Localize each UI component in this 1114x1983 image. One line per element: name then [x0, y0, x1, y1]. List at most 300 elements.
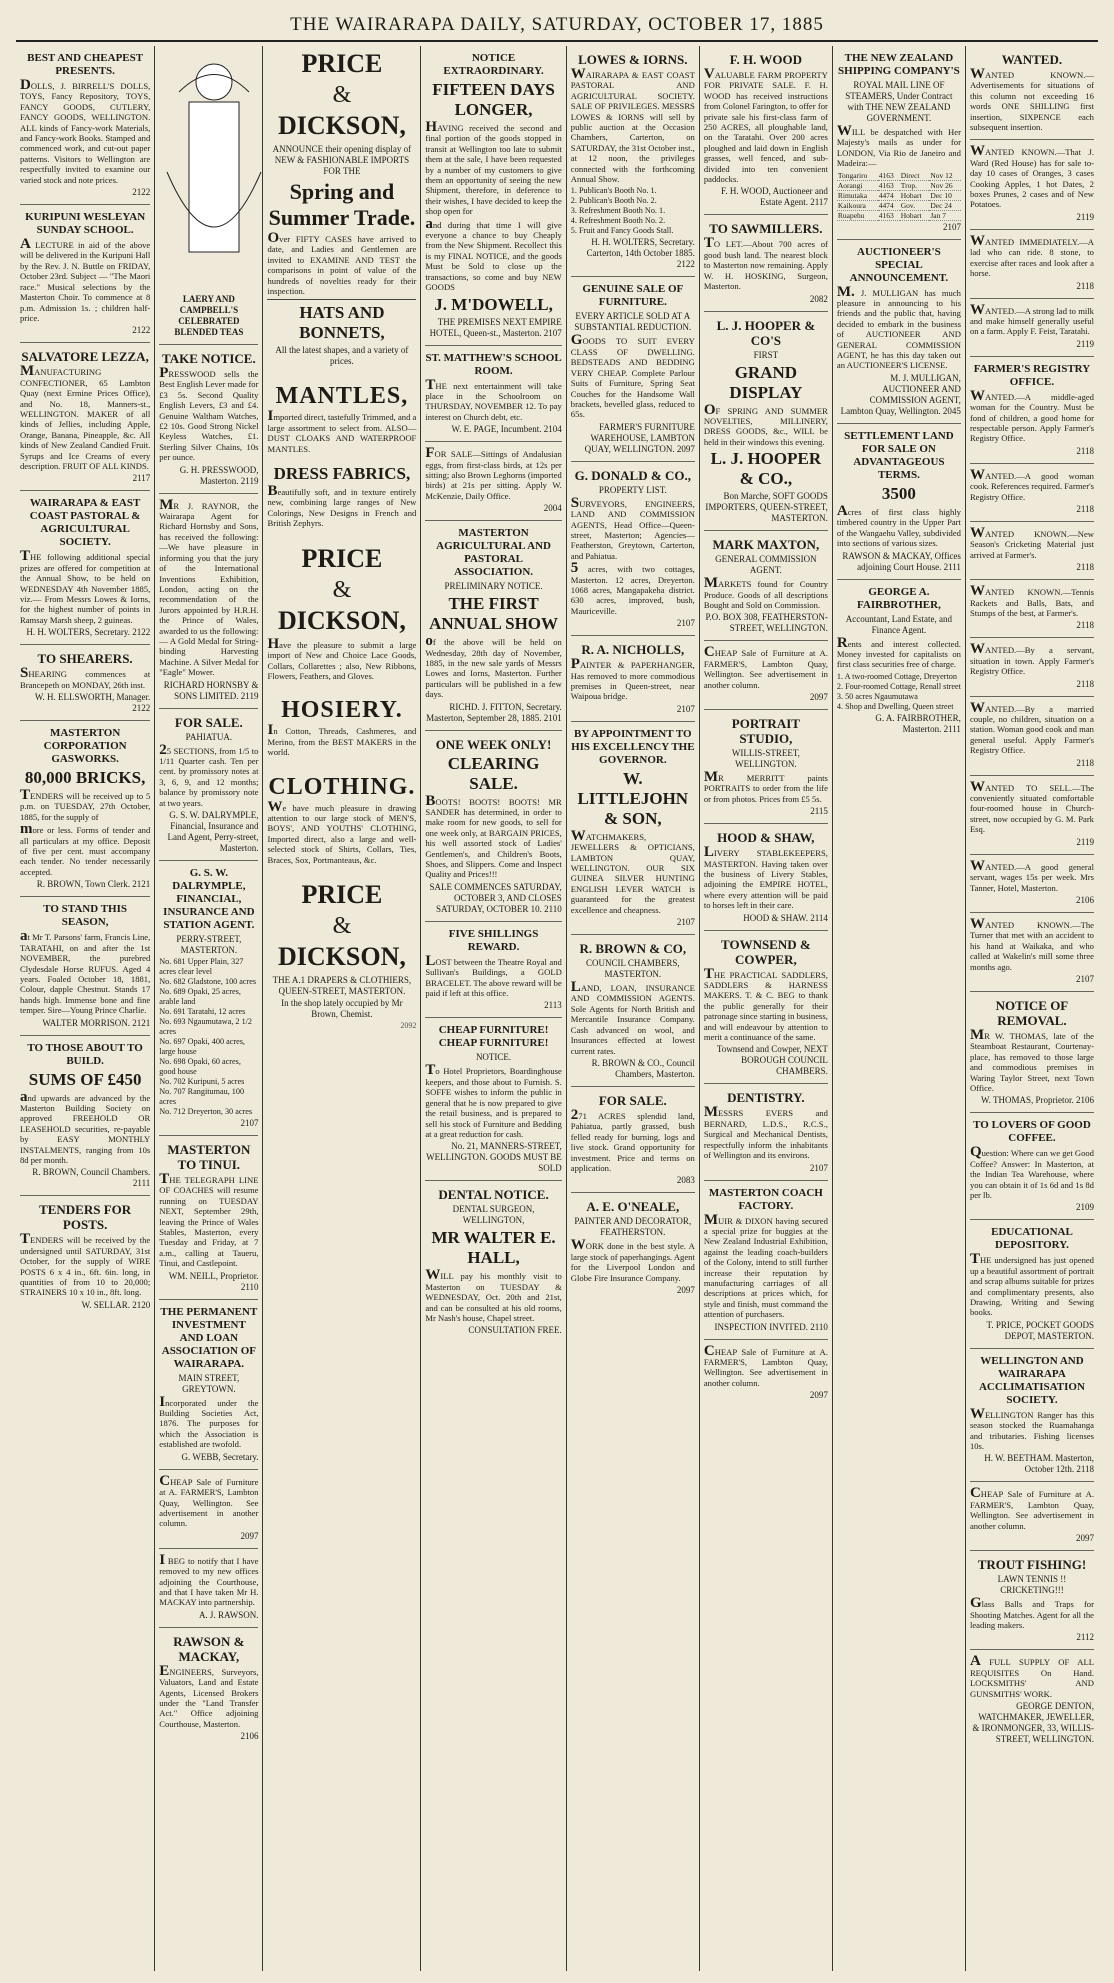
table-cell: Ruapehu	[837, 210, 878, 220]
advert	[970, 464, 1094, 522]
table-cell: Aorangi	[837, 180, 878, 190]
table-cell: Hobart	[900, 190, 930, 200]
table-cell: 4163	[878, 210, 900, 220]
advert-display-text: SUMS OF £450	[28, 1069, 142, 1089]
list-item: 1. A two-roomed Cottage, Dreyerton	[836, 671, 957, 681]
advert-body: SURVEYORS, ENGINEERS, LAND AND COMMISSION AGENTS, Head Office—Queen-street, Masterton; Agencies—Featherston, Greytown, Carterton, and Pahiatua.	[570, 494, 695, 561]
advert-body: THE TELEGRAPH LINE OF COACHES will resume running on TUESDAY NEXT, September 29th, leaving the Prince of Wales Stables, Masterton, every Tuesday and Friday, at 7 a.m., calling at Taueru, Tinui, and Castlepoint.	[159, 1171, 259, 1269]
list-item: No. 689 Opaki, 25 acres, arable land	[159, 987, 241, 1006]
advert	[571, 935, 695, 1087]
advert-body: LOST between the Theatre Royal and Sullivan's Buildings, a GOLD BRACELET. The above reward will be paid if left at this office.	[425, 952, 562, 999]
advert	[20, 645, 150, 721]
advert-heading: WAIRARAPA & EAST COAST PASTORAL & AGRICULTURAL SOCIETY.	[29, 497, 141, 549]
list-item: No. 697 Opaki, 400 acres, large house	[159, 1037, 245, 1056]
table-row	[837, 171, 961, 181]
advert-signature: No. 21, MANNERS-STREET, WELLINGTON. GOODS MUST BE SOLD	[426, 1141, 562, 1174]
advert	[20, 1036, 150, 1197]
advert-body: WELLINGTON Ranger has this season stocked the Ruamahanga and tributaries. Fishing licenses 10s.	[969, 1405, 1094, 1452]
advert	[970, 697, 1094, 776]
advert-subheading: MAIN STREET, GREYTOWN.	[178, 1372, 240, 1394]
advert-signature: 2118	[1076, 757, 1094, 768]
advert	[571, 1193, 695, 1302]
advert-signature: 2122	[132, 187, 151, 198]
advert	[159, 46, 258, 345]
list-item: 4. Refreshment Booth No. 2.	[570, 216, 666, 226]
advert-signature: H. W. BEETHAM. Masterton, October 12th. 2118	[984, 1453, 1094, 1475]
table-row	[837, 180, 961, 190]
advert	[837, 424, 961, 580]
table-cell: 4163	[878, 180, 900, 190]
divider	[267, 299, 416, 300]
advert-signature: M. J. MULLIGAN, AUCTIONEER AND COMMISSION AGENT, Lambton Quay, Wellington. 2045	[840, 372, 961, 416]
advert	[159, 861, 258, 1136]
advert	[159, 1300, 258, 1470]
advert-heading: GEORGE A. FAIRBROTHER,	[856, 585, 941, 611]
list-item: No. 702 Kuripuni, 5 acres	[159, 1077, 245, 1086]
advert	[425, 346, 561, 443]
advert-display-text: THE FIRST ANNUAL SHOW	[429, 594, 559, 634]
column-3-price-dickson	[263, 46, 421, 1971]
list-item: No. 691 Taratahi, 12 acres	[159, 1007, 246, 1016]
advert-body: WANTED.—By a servant, situation in town. Apply Farmer's Registry Office.	[969, 641, 1094, 677]
advert-body: WANTED.—A strong lad to milk and make himself generally useful on a farm. Apply F. Feist, Taratahi.	[969, 301, 1094, 337]
advert-signature: 2109	[1075, 1202, 1094, 1213]
list-item: 1. Publican's Booth No. 1.	[570, 186, 657, 196]
advert-signature: 2118	[1076, 620, 1094, 631]
advert-body: TO LET.—About 700 acres of good bush land. The nearest block to Masterton now remaining. Apply W. H. HOSKING, Surgeon, Masterton.	[703, 235, 828, 292]
advert-heading: AUCTIONEER'S SPECIAL ANNOUNCEMENT.	[849, 245, 949, 284]
advert	[704, 1181, 828, 1340]
advert-signature: W. E. PAGE, Incumbent. 2104	[451, 424, 562, 435]
hosiery-text: In Cotton, Threads, Cashmeres, and Merino, from the BEST MAKERS in the world.	[267, 722, 417, 758]
advert-heading: FIVE SHILLINGS REWARD.	[448, 927, 539, 953]
advert-signature: 2106	[240, 1731, 259, 1742]
intro-text: ANNOUNCE their opening display of NEW & FASHIONABLE IMPORTS FOR THE	[272, 144, 412, 176]
advert-signature: 2118	[1076, 445, 1094, 456]
table-row	[837, 210, 961, 220]
table-row	[837, 200, 961, 210]
advert-signature: 2112	[1076, 1632, 1094, 1643]
advert	[837, 580, 961, 741]
advert-body: CHEAP Sale of Furniture at A. FARMER'S, Lambton Quay, Wellington. See advertisement in another column.	[969, 1485, 1094, 1531]
advert-heading: FOR SALE.	[598, 1092, 667, 1108]
advert	[159, 345, 258, 494]
hats-heading: HATS AND BONNETS,	[299, 303, 385, 343]
advert-heading: BEST AND CHEAPEST PRESENTS.	[27, 52, 144, 77]
advert	[704, 312, 828, 532]
list-item: No. 712 Dreyerton, 30 acres	[159, 1107, 253, 1116]
advert-body: WORK done in the best style. A large stock of paperhangings. Agent for the Liverpool London and Globe Fire Insurance Company.	[570, 1237, 695, 1283]
column-6	[700, 46, 833, 1971]
advert	[970, 1650, 1094, 1751]
advert-signature: 2115	[810, 806, 828, 817]
advert-signature: R. BROWN & CO., Council Chambers, Masterton.	[591, 1057, 695, 1079]
advert-signature: 2118	[1076, 562, 1094, 573]
advert-heading: WELLINGTON AND WAIRARAPA ACCLIMATISATION SOCIETY.	[978, 1354, 1085, 1406]
advert-body: FOR SALE—Sittings of Andalusian eggs, from first-class birds, at 12s per sitting; also Brown Leghorns (imported birds) at 21s per sitting. Apply W. McKenzie, Daily Office.	[425, 445, 562, 501]
advert	[20, 491, 150, 645]
advert-body: BOOTS! BOOTS! BOOTS! MR SANDER has determined, in order to make room for new goods, to sell for one week only, at BARGAIN PRICES, his well assorted stock of Ladies' Gentlemen's, and Children's Boots, Shoes, and Slippers. Come and Inspect Quality and Prices!!!	[425, 792, 562, 880]
advert-heading: FOR SALE.	[174, 714, 243, 730]
advert-heading: BY APPOINTMENT TO HIS EXCELLENCY THE GOVERNOR.	[571, 727, 695, 766]
advert-body: WANTED.—A good general servant, wages 15s per week. Mrs Tanner, Hotel, Masterton.	[969, 857, 1094, 893]
advert-body: WILL pay his monthly visit to Masterton on TUESDAY & WEDNESDAY, Oct. 20th and 21st, and can be consulted at his old rooms, Mr Nash's house, Chapel street.	[425, 1267, 562, 1323]
advert-heading: TAKE NOTICE.	[162, 351, 256, 366]
advert	[704, 641, 828, 710]
dickson-heading: DICKSON,	[277, 111, 406, 140]
table-cell: 4474	[878, 200, 900, 210]
advert-body: WANTED KNOWN.—Tennis Rackets and Balls, Bats, and Stumps of the best, at Farmer's.	[969, 583, 1094, 618]
advert	[704, 1340, 828, 1408]
advert	[425, 46, 561, 346]
advert-heading: MARK MAXTON,	[712, 537, 820, 553]
advert-subheading: PAINTER AND DECORATOR, FEATHERSTON.	[574, 1216, 692, 1238]
advert-heading: FARMER'S REGISTRY OFFICE.	[973, 362, 1091, 388]
advert-display-text: W. LITTLEJOHN & SON,	[577, 768, 689, 828]
advert-body: WANTED KNOWN.—New Season's Cricketing Material just arrived at Farmer's.	[969, 524, 1094, 560]
table-cell: Nov 12	[929, 171, 961, 181]
ampersand-3: &	[332, 912, 352, 939]
advert-body: WATCHMAKERS, JEWELLERS & OPTICIANS, LAMBTON QUAY, WELLINGTON. OUR SIX GUINEA SILVER HUNTING ENGLISH LEVER WATCH is guaranteed for the greatest excellence and cheapness.	[570, 827, 695, 915]
advert-signature: 2082	[809, 293, 828, 304]
advert-body: and upwards are advanced by the Masterton Building Society on approved FREEHOLD OR LEASEHOLD securities, re-payable by EASY MONTHLY INSTALMENTS, ranging from 10s 8d per month.	[20, 1088, 151, 1165]
advert-body: CHEAP Sale of Furniture at A. FARMER'S, Lambton Quay, Wellington. See advertisement in another column.	[703, 644, 828, 690]
advert-body: THE following additional special prizes are offered for competition at the Annual Show, to be held on WEDNESDAY 4th November 1885, viz.— From Messrs Lowes & Iorns, for the highest number of points in Ramsay Marsh sheep, 2 guineas.	[20, 548, 151, 625]
advert-body: ENGINEERS, Surveyors, Valuators, Land and Estate Agents, Licensed Brokers under the "Land Transfer Act." Office adjoining Courthouse, Masterton.	[159, 1662, 259, 1729]
footer-text-2: In the shop lately occupied by Mr Brown, Chemist.	[281, 997, 403, 1019]
column-1	[16, 46, 155, 1971]
advert-subheading: FIRST	[753, 349, 779, 360]
advert	[425, 731, 561, 922]
advert-body: PAINTER & PAPERHANGER, Has removed to more commodious premises in Queen-street, near Waipoua bridge.	[570, 656, 695, 702]
advert-signature: W. H. ELLSWORTH, Manager. 2122	[34, 692, 151, 714]
mantles-text: Imported direct, tastefully Trimmed, and a large assortment to select from. ALSO— DUST CLOAKS AND WATERPROOF MANTLES.	[267, 408, 417, 454]
table-cell: Hobart	[900, 210, 930, 220]
advert-body: WANTED KNOWN.—That J. Ward (Red House) has for sale to-day 10 cases of Oranges, 3 cases Cooking Apples, 1 hot Dates, 2 boxes Prunes, 2 cases and of New Potatoes.	[969, 143, 1094, 210]
advert-heading: MASTERTON COACH FACTORY.	[708, 1186, 823, 1212]
list-item: No. 681 Upper Plain, 327 acres clear level	[159, 957, 244, 976]
advert-signature: A. J. RAWSON.	[198, 1609, 259, 1620]
advert-signature: 2118	[1076, 678, 1094, 689]
table-cell: Dec 10	[929, 190, 961, 200]
advert	[20, 1196, 150, 1316]
advert-body: MUIR & DIXON having secured a special prize for buggies at the New Zealand Industrial Exhibition, against the leading coach-builders of the Colony, intend to still further increase their reputation by manufacturing carriages of all descriptions at prices which, for style and finish, must command the attention of purchasers.	[703, 1211, 828, 1320]
advert-heading: R. BROWN & CO,	[579, 941, 687, 957]
advert-body-2: more or less. Forms of tender and all particulars at my office. Deposit of five per cent. must accompany each tender. No tender necessarily accepted.	[20, 821, 151, 877]
list-item: 3. Refreshment Booth No. 1.	[570, 206, 666, 216]
advert-display-text: MR WALTER E. HALL,	[431, 1228, 556, 1268]
spring-heading: Spring and Summer Trade.	[268, 179, 416, 230]
table-cell: Tongariro	[837, 171, 878, 181]
advertiser-name: J. M'DOWELL,	[434, 294, 553, 314]
advert	[970, 992, 1094, 1113]
advert-subheading: COUNCIL CHAMBERS, MASTERTON.	[585, 958, 680, 980]
advert-body: THE PRACTICAL SADDLERS, SADDLERS & HARNESS MAKERS. T. & C. BEG to thank the public generally for their patronage since starting in business, and will endeavour by attention to merit a continuance of the same.	[703, 965, 828, 1043]
advert-heading: MASTERTON TO TINUI.	[167, 1142, 251, 1172]
advert-signature: 2107	[809, 1162, 828, 1173]
advert-body: TENDERS will be received up to 5 p.m. on TUESDAY, 27th October, 1885, for the supply of	[20, 787, 151, 822]
advert-heading: EDUCATIONAL DEPOSITORY.	[991, 1226, 1073, 1252]
mantles-heading: MANTLES,	[275, 383, 409, 410]
advert-signature: G. WEBB, Secretary.	[181, 1451, 259, 1462]
list-item: No. 682 Gladstone, 100 acres	[159, 977, 257, 986]
tea-advert-illustration	[159, 52, 263, 292]
advert-body: DOLLS, J. BIRRELL'S DOLLS, TOYS, Fancy Repository, TOYS, FANCY GOODS, CUTLERY, FANCY GOODS, WELLINGTON. ALL kinds of Fancy-work Materials, and Fancy-work Books. Stamped and commenced work, and cut-out paper patterns. Visitors to Wellington are respectfully invited to examine our varied stock and note prices.	[20, 77, 151, 185]
advert-heading: A. E. O'NEALE,	[586, 1199, 680, 1215]
advert	[970, 580, 1094, 638]
advert-body: SHEARING commences at Brancepeth on MONDAY, 26th inst.	[20, 665, 151, 690]
advert-signature: WALTER MORRISON. 2121	[42, 1017, 151, 1028]
advert-signature: G. A. FAIRBROTHER, Masterton. 2111	[875, 712, 961, 734]
advert	[571, 636, 695, 722]
advert	[20, 205, 150, 343]
advert	[571, 1087, 695, 1193]
advert-display-text: CLEARING SALE.	[447, 753, 540, 793]
advert-signature: 2119	[1076, 211, 1094, 222]
advert-heading: SALVATORE LEZZA,	[21, 349, 149, 365]
table-cell: 4163	[878, 171, 900, 181]
advert-body: of the above will be held on Wednesday, 28th day of November, 1885, in the new sale yards of Messrs Lowes and Iorns, Masterton. Further particulars will be published in a few days.	[425, 633, 562, 700]
advert	[20, 343, 150, 491]
advert-heading: HOOD & SHAW,	[717, 830, 815, 846]
advert-heading: MASTERTON CORPORATION GASWORKS.	[43, 727, 127, 766]
advert-signature: RICHD. J. FITTON, Secretary. Masterton, September 28, 1885. 2101	[426, 701, 562, 723]
table-cell: Trop.	[900, 180, 930, 190]
advert-signature: Bon Marche, SOFT GOODS IMPORTERS, QUEEN-STREET, MASTERTON.	[705, 491, 828, 524]
list-item: 3. 50 acres Ngaumutawa	[836, 691, 918, 701]
advert-heading: L. J. HOOPER & CO'S	[716, 317, 816, 348]
advert	[970, 776, 1094, 855]
advert-signature: H. H. WOLTERS, Secretary. Carterton, 14th October 1885. 2122	[586, 237, 695, 270]
masthead: THE WAIRARAPA DAILY, SATURDAY, OCTOBER 17, 1885	[16, 14, 1098, 42]
advert-body: WANTED KNOWN.—Advertisements for situations of this column not exceeding 16 words ONE SHILLING first insertion, SIXPENCE each subsequent insertion.	[969, 66, 1094, 133]
advert	[837, 240, 961, 424]
ampersand-2: &	[332, 576, 352, 603]
advert-subheading: PRELIMINARY NOTICE.	[444, 581, 543, 592]
advert-body: VALUABLE FARM PROPERTY FOR PRIVATE SALE. F. H. WOOD has received instructions from Colonel Farington, to offer for private sale his first-class farm of 250 ACRES, all ploughable land, on the Taratahi. Over 200 acres ploughed and laid down in English grasses, well fenced, and sub-divided into ten convenient paddocks.	[703, 66, 828, 185]
advert	[970, 1482, 1094, 1551]
advert	[704, 531, 828, 641]
advert-heading: THE NEW ZEALAND SHIPPING COMPANY'S	[838, 52, 960, 77]
advert-signature: 2107	[676, 703, 695, 714]
advert-body: THE next entertainment will take place in the Schoolroom on THURSDAY, NOVEMBER 12. To pay interest on Church debt, etc.	[425, 376, 562, 422]
advert-body: MR J. RAYNOR, the Wairarapa Agent for Richard Hornsby and Sons, has received the following:—We have pleasure in informing you that the jury of the International Inventions Exhibition, London, acting on the recommendation of the Jurors appointed by H.R.H. the Prince of Wales, awarded to us the following:— A Gold Medal for String-binding Harvesting Machine. A Silver Medal for "Eagle" Mower.	[159, 496, 259, 678]
advert-body: WANTED.—A middle-aged woman for the Country. Must be fond of children, a good home for respectable person. Apply Farmer's Registry Office.	[969, 387, 1094, 444]
advert	[159, 494, 258, 709]
list-item: 2. Four-roomed Cottage, Renall street	[836, 681, 961, 691]
advert-heading: F. H. WOOD	[729, 52, 802, 67]
advert	[970, 140, 1094, 229]
advert-heading: TO STAND THIS SEASON,	[43, 903, 127, 929]
advert-heading: WANTED.	[1001, 52, 1063, 67]
ad-number: 2092	[400, 1020, 417, 1030]
advert-signature: HOOD & SHAW. 2114	[743, 912, 828, 923]
advert-body: MANUFACTURING CONFECTIONER, 65 Lambton Quay (next Ermine Prices Office), and No. 18, Manners-st., WELLINGTON. MAKER of all kinds of Jellies, including Apple, Orange, Banana, Pineapple, &c. All kinds of New Zealand Candied Fruit. Syrups and Ice Creams of every description. FRUIT OF ALL KINDS.	[20, 363, 151, 471]
advert-signature: 2097	[809, 691, 828, 702]
advert-heading: ONE WEEK ONLY!	[435, 736, 552, 752]
advert-body: TENDERS will be received by the undersigned until SATURDAY, 31st October, for the supply of WIRE POSTS 6 x 4 in., 6ft. 6in. long, in quantities of from 10 to 20,000; STRAINERS 10 x 10 in., 8ft. long.	[20, 1231, 151, 1298]
advert-signature: R. BROWN, Council Chambers. 2111	[32, 1167, 151, 1189]
advert-heading: ST. MATTHEW'S SCHOOL ROOM.	[425, 351, 562, 377]
advert-signature: SALE COMMENCES SATURDAY, OCTOBER 3, AND CLOSES SATURDAY, OCTOBER 10. 2110	[429, 881, 562, 914]
advert-signature: 2119	[1076, 338, 1094, 349]
tea-brand-text: LAERY AND CAMPBELL'S CELEBRATED BLENDED TEAS	[174, 294, 244, 337]
advert-body: MESSRS EVERS and BERNARD, L.D.S., R.C.S., Surgical and Mechanical Dentists, respectfully inform the inhabitants of Wellington and its environs.	[703, 1104, 828, 1161]
advert-heading: DENTISTRY.	[727, 1090, 805, 1106]
advert-subheading: ROYAL MAIL LINE OF STEAMERS, Under Contract with THE NEW ZEALAND GOVERNMENT.	[845, 80, 953, 123]
advert	[970, 299, 1094, 357]
advert	[704, 931, 828, 1085]
list-item: No. 707 Rangitumau, 100 acres	[159, 1087, 245, 1106]
advert-heading: G. S. W. DALRYMPLE, FINANCIAL, INSURANCE AND STATION AGENT.	[163, 867, 255, 931]
advert-body: 25 SECTIONS, from 1/5 to 1/11 Quarter cash. Ten per cent. by promissory notes at 3, 6, 9, and 12 months; balance by promissory note at two years.	[159, 741, 259, 808]
advert	[571, 462, 695, 636]
advert	[704, 215, 828, 311]
advert-signature: 2118	[1076, 503, 1094, 514]
advert	[970, 357, 1094, 464]
advert-signature: RAWSON & MACKAY, Offices adjoining Court House. 2111	[842, 550, 961, 572]
advert-signature: 2097	[676, 1284, 695, 1295]
advert	[20, 897, 150, 1035]
advert-body: WAIRARAPA & EAST COAST PASTORAL AND AGRICULTURAL SOCIETY. SALE OF PRIVILEGES. MESSRS LOWES & IORNS will sell by public auction at the Occasion Chambers, Carterton, on SATURDAY, the 31st October inst., at 12 noon, the privileges connected with the forthcoming Annual Show.	[570, 66, 695, 185]
advert-signature: Townsend and Cowper, NEXT BOROUGH COUNCIL CHAMBERS.	[716, 1044, 828, 1077]
advert-heading: GENUINE SALE OF FURNITURE.	[582, 283, 684, 309]
advert-body: WANTED TO SELL.—The conveniently situated comfortable four-roomed house in Church-street, now occupied by G. M. Park Esq.	[969, 778, 1094, 835]
advert-signature: 2107	[942, 221, 961, 232]
sailing-schedule-table	[837, 171, 961, 221]
table-cell: Nov 26	[929, 180, 961, 190]
advert-signature: FARMER'S FURNITURE WAREHOUSE, LAMBTON QUAY, WELLINGTON. 2097	[584, 421, 695, 454]
advert-heading: G. DONALD & CO.,	[574, 467, 691, 483]
advert-body: HAVING received the second and final portion of the goods stopped in transit at Wellington too late to submit them at the sale, I have been requested by a number of my customers to give them an opportunity of seeing the new Shipment, therefore, in deference to their wishes, I have decided to keep the shop open for	[425, 119, 562, 217]
advert-signature: GEORGE DENTON, WATCHMAKER, JEWELLER, & IRONMONGER, 33, WILLIS-STREET, WELLINGTON.	[972, 1700, 1094, 1744]
dress-heading: DRESS FABRICS,	[273, 464, 411, 484]
advert-subheading: GENERAL COMMISSION AGENT.	[715, 554, 817, 576]
advert-signature: T. PRICE, POCKET GOODS DEPOT, MASTERTON.	[986, 1319, 1094, 1341]
price-heading-2: PRICE	[301, 543, 383, 573]
advert-signature: 2097	[240, 1530, 259, 1541]
advert-signature: INSPECTION INVITED. 2110	[714, 1321, 828, 1332]
advert-heading: PORTRAIT STUDIO,	[731, 715, 800, 746]
column-2	[155, 46, 263, 1971]
advert	[970, 638, 1094, 696]
hats-text: All the latest shapes, and a variety of prices.	[275, 345, 409, 367]
price-heading: PRICE	[301, 49, 383, 78]
advert-signature: W. SELLAR. 2120	[81, 1299, 151, 1310]
advert	[159, 1628, 258, 1748]
advert	[425, 922, 561, 1019]
advert-subheading: PROPERTY LIST.	[598, 484, 667, 495]
advert-signature: R. BROWN, Town Clerk. 2121	[36, 879, 151, 890]
advert-signature: 2107	[676, 618, 695, 629]
advert-subheading: PAHIATUA.	[185, 731, 233, 742]
advert	[970, 522, 1094, 580]
advert-signature: 2004	[543, 503, 562, 514]
advert-signature: 2106	[1075, 894, 1094, 905]
advert-heading: NOTICE EXTRAORDINARY.	[443, 52, 544, 77]
advert	[970, 230, 1094, 299]
advert-body: OF SPRING AND SUMMER NOVELTIES, MILLINERY, DRESS GOODS, &c., WILL be held in their windows this evening.	[703, 401, 828, 447]
advert	[571, 277, 695, 461]
column-4	[421, 46, 566, 1971]
advert-body: Incorporated under the Building Societies Act, 1876. The purposes for which the Association is established are twofold.	[159, 1393, 259, 1450]
table-cell: Gov.	[900, 200, 930, 210]
advert-display-text: 80,000 BRICKS,	[24, 768, 146, 788]
advert	[704, 1084, 828, 1180]
advert-body-2: and during that time I will give everyone a chance to buy Cheaply from the New Shipment. Recollect this is my FINAL NOTICE, and the goods Must be Sold to close up the transactions, so come and buy NEW GOODS	[425, 215, 562, 293]
advert-body: Acres of first class highly timbered country in the Upper Part of the Wangaehu Valley, subdivided into sections of various sizes.	[836, 502, 961, 549]
advert-heading: THE PERMANENT INVESTMENT AND LOAN ASSOCIATION OF WAIRARAPA.	[160, 1305, 258, 1370]
advert-signature: 2083	[676, 1175, 695, 1186]
table-cell: Dec 24	[929, 200, 961, 210]
advert-signature: G. H. PRESSWOOD, Masterton. 2119	[179, 464, 259, 486]
advertiser-name: L. J. HOOPER & CO.,	[710, 449, 822, 489]
advert	[970, 1349, 1094, 1483]
advert-body: A LECTURE in aid of the above will be delivered in the Kuripuni Hall by the Rev. J. N. Buttle on FRIDAY, October 23rd. Subject — "The Maori race." Musical selections by the Masterton Choir. To commence at 8 p.m. Admission 1s. ; children half-price.	[20, 236, 151, 323]
advert	[159, 1549, 258, 1628]
spring-body: Over FIFTY CASES have arrived to date, and Ladies and Gentlemen are invited to EXAMINE AND TEST the comparisons in point of value of the hundreds of novelties ready for their inspection.	[267, 230, 417, 297]
price-heading-3: PRICE	[301, 879, 383, 909]
advert-display-text: 3500	[881, 483, 916, 503]
advert-signature: 2118	[1076, 280, 1094, 291]
advert	[970, 913, 1094, 992]
advert-body: at Mr T. Parsons' farm, Francis Line, TARATAHI, on and after the 1st NOVEMBER, the purebred Clydesdale Horse RUFUS. Aged 4 years. Foaled October 18, 1881, Colour, dapple Chestnut. Stands 17 hands high. Immense bone and fine temper. Sire—Young Prince Charlie.	[20, 928, 151, 1016]
advert	[425, 442, 561, 521]
footer-text: THE A.1 DRAPERS & CLOTHIERS, QUEEN-STREET, MASTERTON.	[272, 974, 412, 996]
advert-subheading: WILLIS-STREET, WELLINGTON.	[731, 747, 800, 769]
advert-body: CHEAP Sale of Furniture at A. FARMER'S, Lambton Quay, Wellington. See advertisement in another column.	[703, 1342, 828, 1388]
advert	[159, 1470, 258, 1549]
advert	[571, 722, 695, 935]
hosiery-heading: HOSIERY.	[281, 697, 403, 724]
advert	[837, 46, 961, 240]
advert-signature: 2122	[132, 325, 151, 336]
advert-body: LAND, LOAN, INSURANCE AND COMMISSION AGENTS. Sole Agents for North British and Mercantile Insurance Company. Cash advanced on wool, and Insurances effected at lowest current rates.	[570, 979, 695, 1056]
advert-subheading: PERRY-STREET, MASTERTON.	[176, 934, 242, 955]
advert-signature: CONSULTATION FREE.	[468, 1325, 562, 1336]
advert-body: MARKETS found for Country Produce. Goods of all descriptions Bought and Sold on Commission.	[703, 575, 828, 610]
advert-body: THE undersigned has just opened up a beautiful assortment of portrait and scrap albums suitable for prizes and complimentary presents, also Drawing, Writing and Sewing books.	[969, 1251, 1094, 1318]
advert-body: GOODS TO SUIT EVERY CLASS OF DWELLING. BEDSTEADS AND BEDDING VERY CHEAP. Complete Parlour Suits of Furniture, Spring Seat Couches for the Handsome Wall brackets, bevelled glass, reduced to 65s.	[570, 332, 695, 420]
advert-signature: W. THOMAS, Proprietor. 2106	[980, 1095, 1094, 1106]
clothing-heading: CLOTHING.	[268, 773, 416, 800]
advert-signature: WM. NEILL, Proprietor. 2110	[168, 1270, 259, 1292]
advert-subheading: LAWN TENNIS !! CRICKETING!!!	[997, 1574, 1067, 1596]
advert	[970, 1551, 1094, 1650]
advert-heading: TENDERS FOR POSTS.	[39, 1202, 132, 1233]
list-item: No. 698 Opaki, 60 acres, good house	[159, 1057, 241, 1076]
advert-signature: 2107	[1075, 973, 1094, 984]
advert-signature: 2113	[544, 1000, 562, 1011]
advert	[970, 1113, 1094, 1220]
advert-display-text: FIFTEEN DAYS LONGER,	[432, 80, 555, 119]
advert-body: Glass Balls and Traps for Shooting Matches. Agent for all the leading makers.	[969, 1595, 1094, 1630]
advert-heading: KURIPUNI WESLEYAN SUNDAY SCHOOL.	[25, 211, 146, 237]
advert-signature: H. H. WOLTERS, Secretary. 2122	[26, 627, 151, 638]
advert-signature: F. H. WOOD, Auctioneer and Estate Agent. 2117	[721, 186, 828, 208]
advert-heading: TOWNSEND & COWPER,	[721, 936, 811, 967]
advert-heading: MASTERTON AGRICULTURAL AND PASTORAL ASSOCIATION.	[436, 527, 551, 579]
table-cell: Jan 7	[929, 210, 961, 220]
list-item: 2. Publican's Booth No. 2.	[570, 196, 657, 206]
advert-signature: G. S. W. DALRYMPLE, Financial, Insurance and Land Agent, Perry-street, Masterton.	[167, 810, 259, 853]
advert	[425, 521, 561, 730]
advert-heading: TO SHEARERS.	[37, 651, 133, 667]
advert-heading: CHEAP FURNITURE! CHEAP FURNITURE!	[438, 1024, 549, 1050]
list-item: 4. Shop and Dwelling, Queen street	[836, 701, 954, 711]
advert-heading: TO SAWMILLERS.	[709, 221, 823, 237]
advert-heading: TROUT FISHING!	[977, 1557, 1087, 1573]
